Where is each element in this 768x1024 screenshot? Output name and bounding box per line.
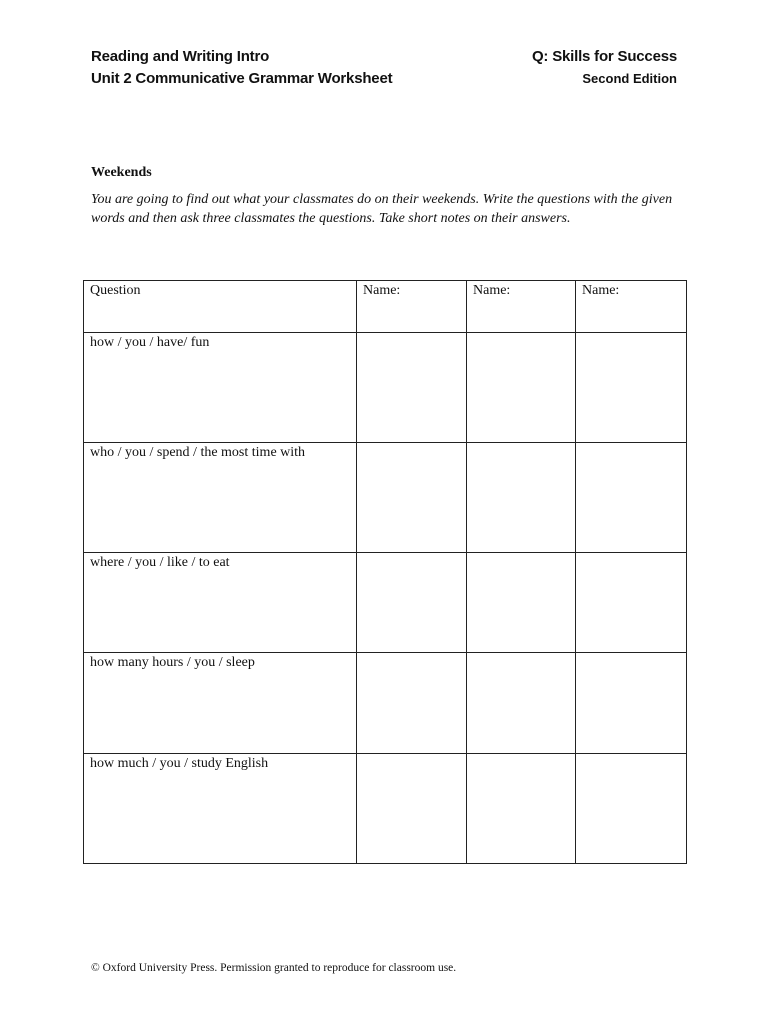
brand-title: Q: Skills for Success [531,48,677,65]
answer-cell [576,653,687,754]
question-cell: where / you / like / to eat [84,553,357,653]
question-cell: who / you / spend / the most time with [84,443,357,553]
question-cell: how / you / have/ fun [84,333,357,443]
column-header-question: Question [84,281,357,333]
course-title: Reading and Writing Intro [91,48,270,65]
section-title: Weekends [91,165,152,180]
column-header-name-3: Name: [576,281,687,333]
answer-cell [576,553,687,653]
answer-cell [467,754,576,864]
brand-header [532,46,677,90]
table-row [84,653,687,754]
worksheet-title: Unit 2 Communicative Grammar Worksheet [91,70,393,87]
column-header-name-1: Name: [357,281,467,333]
answer-cell [357,333,467,443]
table-row [84,754,687,864]
answer-cell [357,443,467,553]
survey-table [83,280,687,864]
table-row [84,333,687,443]
answer-cell [576,443,687,553]
answer-cell [576,754,687,864]
answer-cell [357,754,467,864]
answer-cell [357,553,467,653]
answer-cell [357,653,467,754]
column-header-name-2: Name: [467,281,576,333]
table-row [84,443,687,553]
copyright-footer: © Oxford University Press. Permission granted to reproduce for classroom use. [91,962,457,974]
answer-cell [576,333,687,443]
question-cell: how many hours / you / sleep [84,653,357,754]
table-header-row [84,281,687,333]
answer-cell [467,333,576,443]
answer-cell [467,443,576,553]
question-cell: how much / you / study English [84,754,357,864]
edition-label: Second Edition [582,71,677,86]
table-row [84,553,687,653]
instructions-text: You are going to find out what your classmates do on their weekends. Write the questions with the given words and then ask three classmates the questions. Take short notes on their answers. [91,192,673,226]
answer-cell [467,653,576,754]
worksheet-header [91,46,392,90]
answer-cell [467,553,576,653]
